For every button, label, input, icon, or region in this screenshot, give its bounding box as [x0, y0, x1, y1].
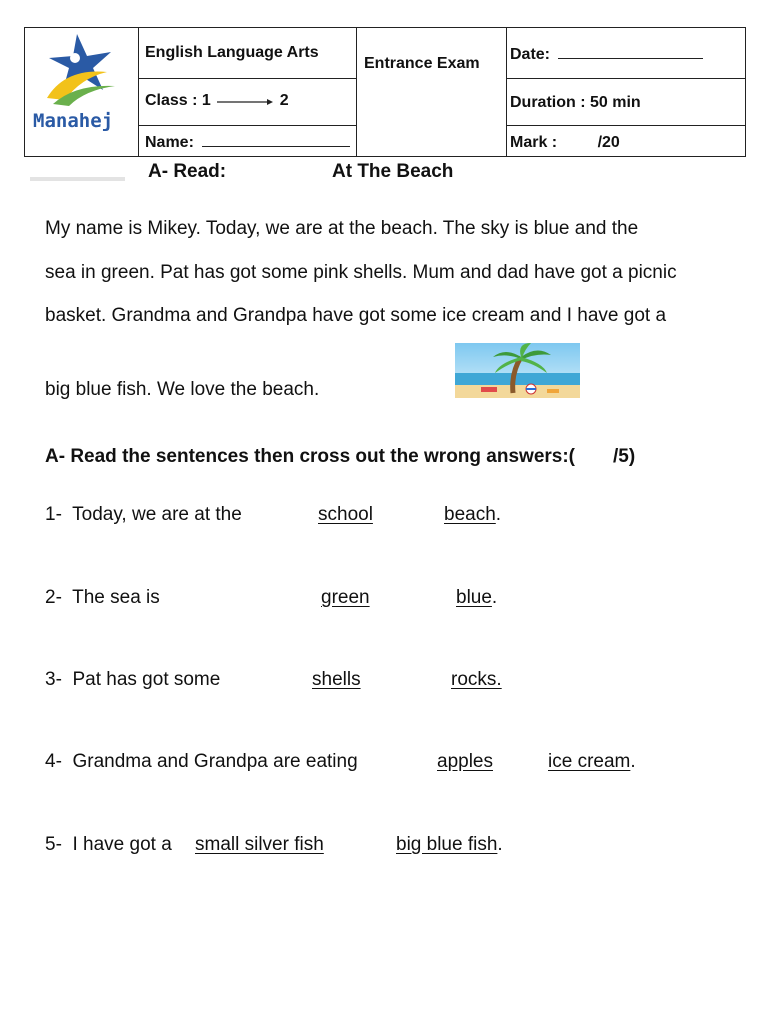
- duration-label: Duration : 50 min: [510, 94, 641, 111]
- question-text: Today, we are at the: [72, 504, 242, 525]
- question-5-option-2[interactable]: [396, 834, 503, 856]
- logo-reflection: [30, 172, 125, 188]
- question-2-option-1[interactable]: [321, 587, 370, 609]
- question-number: 4-: [45, 751, 62, 772]
- option-label[interactable]: big blue fish: [396, 834, 498, 855]
- question-1-option-2[interactable]: [444, 504, 501, 526]
- option-label[interactable]: green: [321, 587, 370, 608]
- reading-title: At The Beach: [332, 161, 454, 182]
- question-1-option-1[interactable]: [318, 504, 373, 526]
- exercise-instruction: A- Read the sentences then cross out the wrong answers:( /5): [45, 446, 636, 467]
- option-label[interactable]: beach: [444, 504, 496, 525]
- exercise-instruction-text: A- Read the sentences then cross out the wrong answers:(: [45, 446, 575, 467]
- question-number: 3-: [45, 669, 62, 690]
- logo: [25, 28, 138, 156]
- name-blank[interactable]: [202, 146, 350, 147]
- question-text: Pat has got some: [72, 669, 221, 690]
- option-suffix: .: [491, 587, 498, 608]
- question-text: Grandma and Grandpa are eating: [72, 751, 358, 772]
- exam-title: Entrance Exam: [364, 55, 480, 72]
- option-label[interactable]: small silver fish: [195, 834, 324, 855]
- question-5: [45, 834, 172, 856]
- option-label[interactable]: ice cream: [548, 751, 631, 772]
- question-number: 5-: [45, 834, 62, 855]
- option-label[interactable]: blue: [456, 587, 492, 608]
- reading-line-1: My name is Mikey. Today, we are at the beach. The sky is blue and the: [45, 218, 639, 239]
- option-label[interactable]: shells: [312, 669, 361, 690]
- question-4-option-2[interactable]: [548, 751, 636, 773]
- name-field[interactable]: [145, 134, 350, 152]
- class-to: 2: [279, 92, 289, 109]
- mark-label: Mark :: [510, 134, 558, 151]
- question-4-option-1[interactable]: [437, 751, 493, 773]
- manahej-logo-icon: [25, 28, 138, 108]
- mark-field: [510, 134, 620, 152]
- reading-line-3: basket. Grandma and Grandpa have got some ice cream and I have got a: [45, 305, 667, 326]
- option-label[interactable]: rocks.: [451, 669, 502, 690]
- class-from: Class : 1: [145, 92, 211, 109]
- question-3-option-1[interactable]: [312, 669, 361, 691]
- option-suffix: .: [630, 751, 636, 772]
- reading-line-2: sea in green. Pat has got some pink shells. Mum and dad have got a picnic: [45, 262, 677, 283]
- logo-reflection-icon: [30, 175, 125, 185]
- question-text: The sea is: [72, 587, 160, 608]
- name-label: Name:: [145, 134, 194, 151]
- reading-label: A- Read:: [148, 161, 227, 182]
- reading-line-4: big blue fish. We love the beach.: [45, 379, 320, 400]
- exam-header-table: [24, 27, 746, 157]
- subject-label: English Language Arts: [145, 44, 319, 61]
- beach-picture-icon: [455, 343, 580, 398]
- question-1: [45, 504, 242, 526]
- date-blank[interactable]: [558, 58, 703, 59]
- option-label[interactable]: apples: [437, 751, 493, 772]
- question-5-option-1[interactable]: [195, 834, 324, 856]
- date-field[interactable]: [510, 46, 703, 64]
- option-suffix: .: [495, 504, 502, 525]
- question-2-option-2[interactable]: [456, 587, 497, 609]
- question-3: [45, 669, 220, 691]
- mark-total: /20: [597, 134, 620, 151]
- logo-text: Manahej: [33, 110, 114, 132]
- question-2: [45, 587, 160, 609]
- exercise-score: /5: [613, 446, 629, 467]
- class-label: [145, 92, 289, 110]
- question-4: [45, 751, 358, 773]
- question-text: I have got a: [72, 834, 172, 855]
- option-suffix: .: [497, 834, 503, 855]
- option-label[interactable]: school: [318, 504, 373, 525]
- arrow-right-icon: [217, 96, 273, 106]
- question-number: 1-: [45, 504, 62, 525]
- question-3-option-2[interactable]: [451, 669, 502, 691]
- question-number: 2-: [45, 587, 62, 608]
- date-label: Date:: [510, 46, 551, 63]
